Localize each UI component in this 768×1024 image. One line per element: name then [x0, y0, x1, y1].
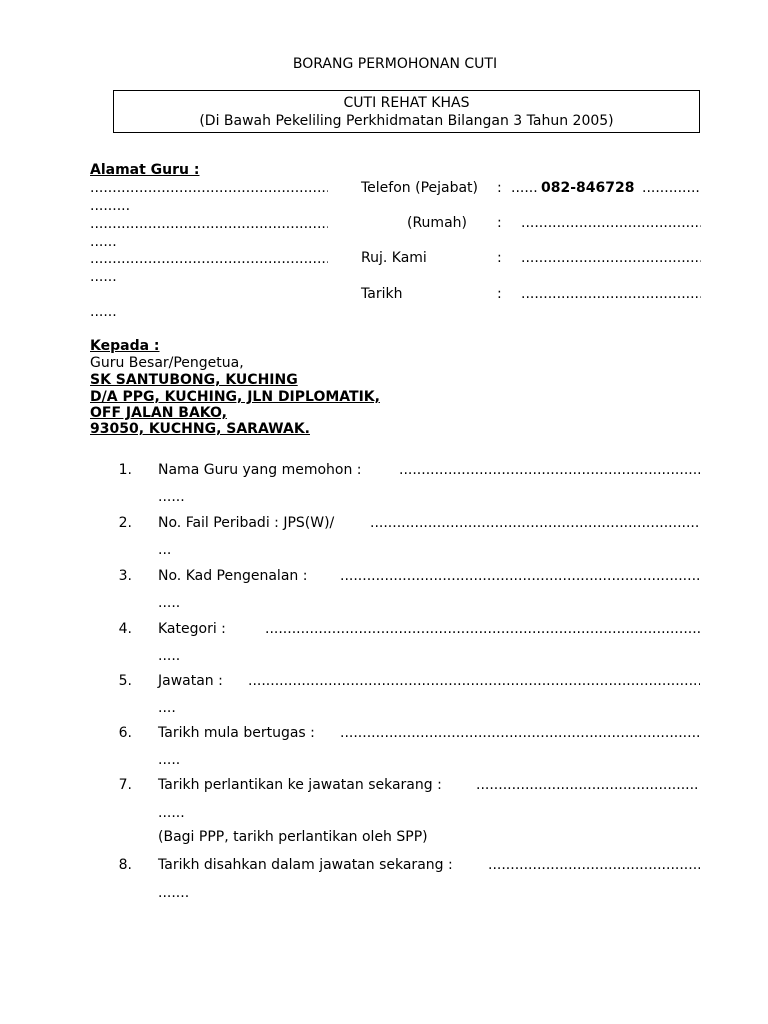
reference-field [521, 250, 701, 266]
item-number: 3. [118, 568, 132, 584]
category-field [265, 621, 700, 637]
item-label-start-date: Tarikh mula bertugas : [158, 725, 315, 741]
appointment-note: (Bagi PPP, tarikh perlantikan oleh SPP) [158, 829, 428, 845]
address-heading: Alamat Guru : [90, 162, 200, 178]
recipient-address-2: OFF JALAN BAKO, [90, 405, 227, 421]
address-line-3 [90, 251, 328, 267]
address-line-4-cont: ...... [90, 304, 117, 320]
item-number: 7. [118, 777, 132, 793]
recipient-address-3: 93050, KUCHNG, SARAWAK. [90, 421, 310, 437]
item-label-position: Jawatan : [158, 673, 223, 689]
confirmation-date-field [488, 857, 700, 873]
item-continuation: ..... [158, 752, 181, 768]
reference-colon: : [497, 250, 502, 266]
appointment-date-field [476, 777, 700, 793]
recipient-line-1: Guru Besar/Pengetua, [90, 355, 244, 371]
item-number: 4. [118, 621, 132, 637]
leave-type-box [113, 90, 700, 133]
item-label-teacher-name: Nama Guru yang memohon : [158, 462, 362, 478]
item-label-confirmation-date: Tarikh disahkan dalam jawatan sekarang : [158, 857, 453, 873]
item-label-file-number: No. Fail Peribadi : JPS(W)/ [158, 515, 335, 531]
office-phone-label: Telefon (Pejabat) [361, 180, 479, 196]
recipient-heading: Kepada : [90, 338, 160, 354]
office-phone-fill [642, 180, 700, 196]
item-number: 2. [118, 515, 132, 531]
address-line-1-cont: ......... [90, 198, 131, 214]
position-field [248, 673, 700, 689]
date-field [521, 286, 701, 302]
home-phone-colon: : [497, 215, 502, 231]
office-phone-number: 082-846728 [541, 180, 635, 196]
office-phone-colon: : [497, 180, 502, 196]
item-number: 6. [118, 725, 132, 741]
item-continuation: .... [158, 700, 176, 716]
item-number: 1. [118, 462, 132, 478]
item-label-ic-number: No. Kad Pengenalan : [158, 568, 308, 584]
item-label-category: Kategori : [158, 621, 226, 637]
item-label-appointment-date: Tarikh perlantikan ke jawatan sekarang : [158, 777, 442, 793]
start-date-field [340, 725, 700, 741]
address-line-2-cont: ...... [90, 234, 117, 250]
date-label: Tarikh [361, 286, 403, 302]
recipient-school: SK SANTUBONG, KUCHING [90, 372, 298, 388]
office-phone-prefix: ...... [511, 180, 538, 196]
circular-reference: (Di Bawah Pekeliling Perkhidmatan Bilangan 3 Tahun 2005) [199, 113, 614, 129]
item-continuation: ..... [158, 648, 181, 664]
home-phone-label: (Rumah) [407, 215, 467, 231]
item-continuation: ... [158, 542, 172, 558]
teacher-name-field [399, 462, 700, 478]
form-title: BORANG PERMOHONAN CUTI [292, 56, 498, 72]
address-line-1 [90, 180, 328, 196]
reference-label: Ruj. Kami [361, 250, 427, 266]
ic-number-field [340, 568, 700, 584]
address-line-2 [90, 216, 328, 232]
address-line-3-cont: ...... [90, 269, 117, 285]
item-number: 8. [118, 857, 132, 873]
item-number: 5. [118, 673, 132, 689]
item-continuation: ..... [158, 595, 181, 611]
leave-type-title: CUTI REHAT KHAS [343, 95, 470, 111]
item-continuation: ....... [158, 885, 190, 901]
item-continuation: ...... [158, 489, 185, 505]
date-colon: : [497, 286, 502, 302]
file-number-field [370, 515, 700, 531]
home-phone-field [521, 215, 701, 231]
item-continuation: ...... [158, 805, 185, 821]
recipient-address-1: D/A PPG, KUCHING, JLN DIPLOMATIK, [90, 389, 380, 405]
